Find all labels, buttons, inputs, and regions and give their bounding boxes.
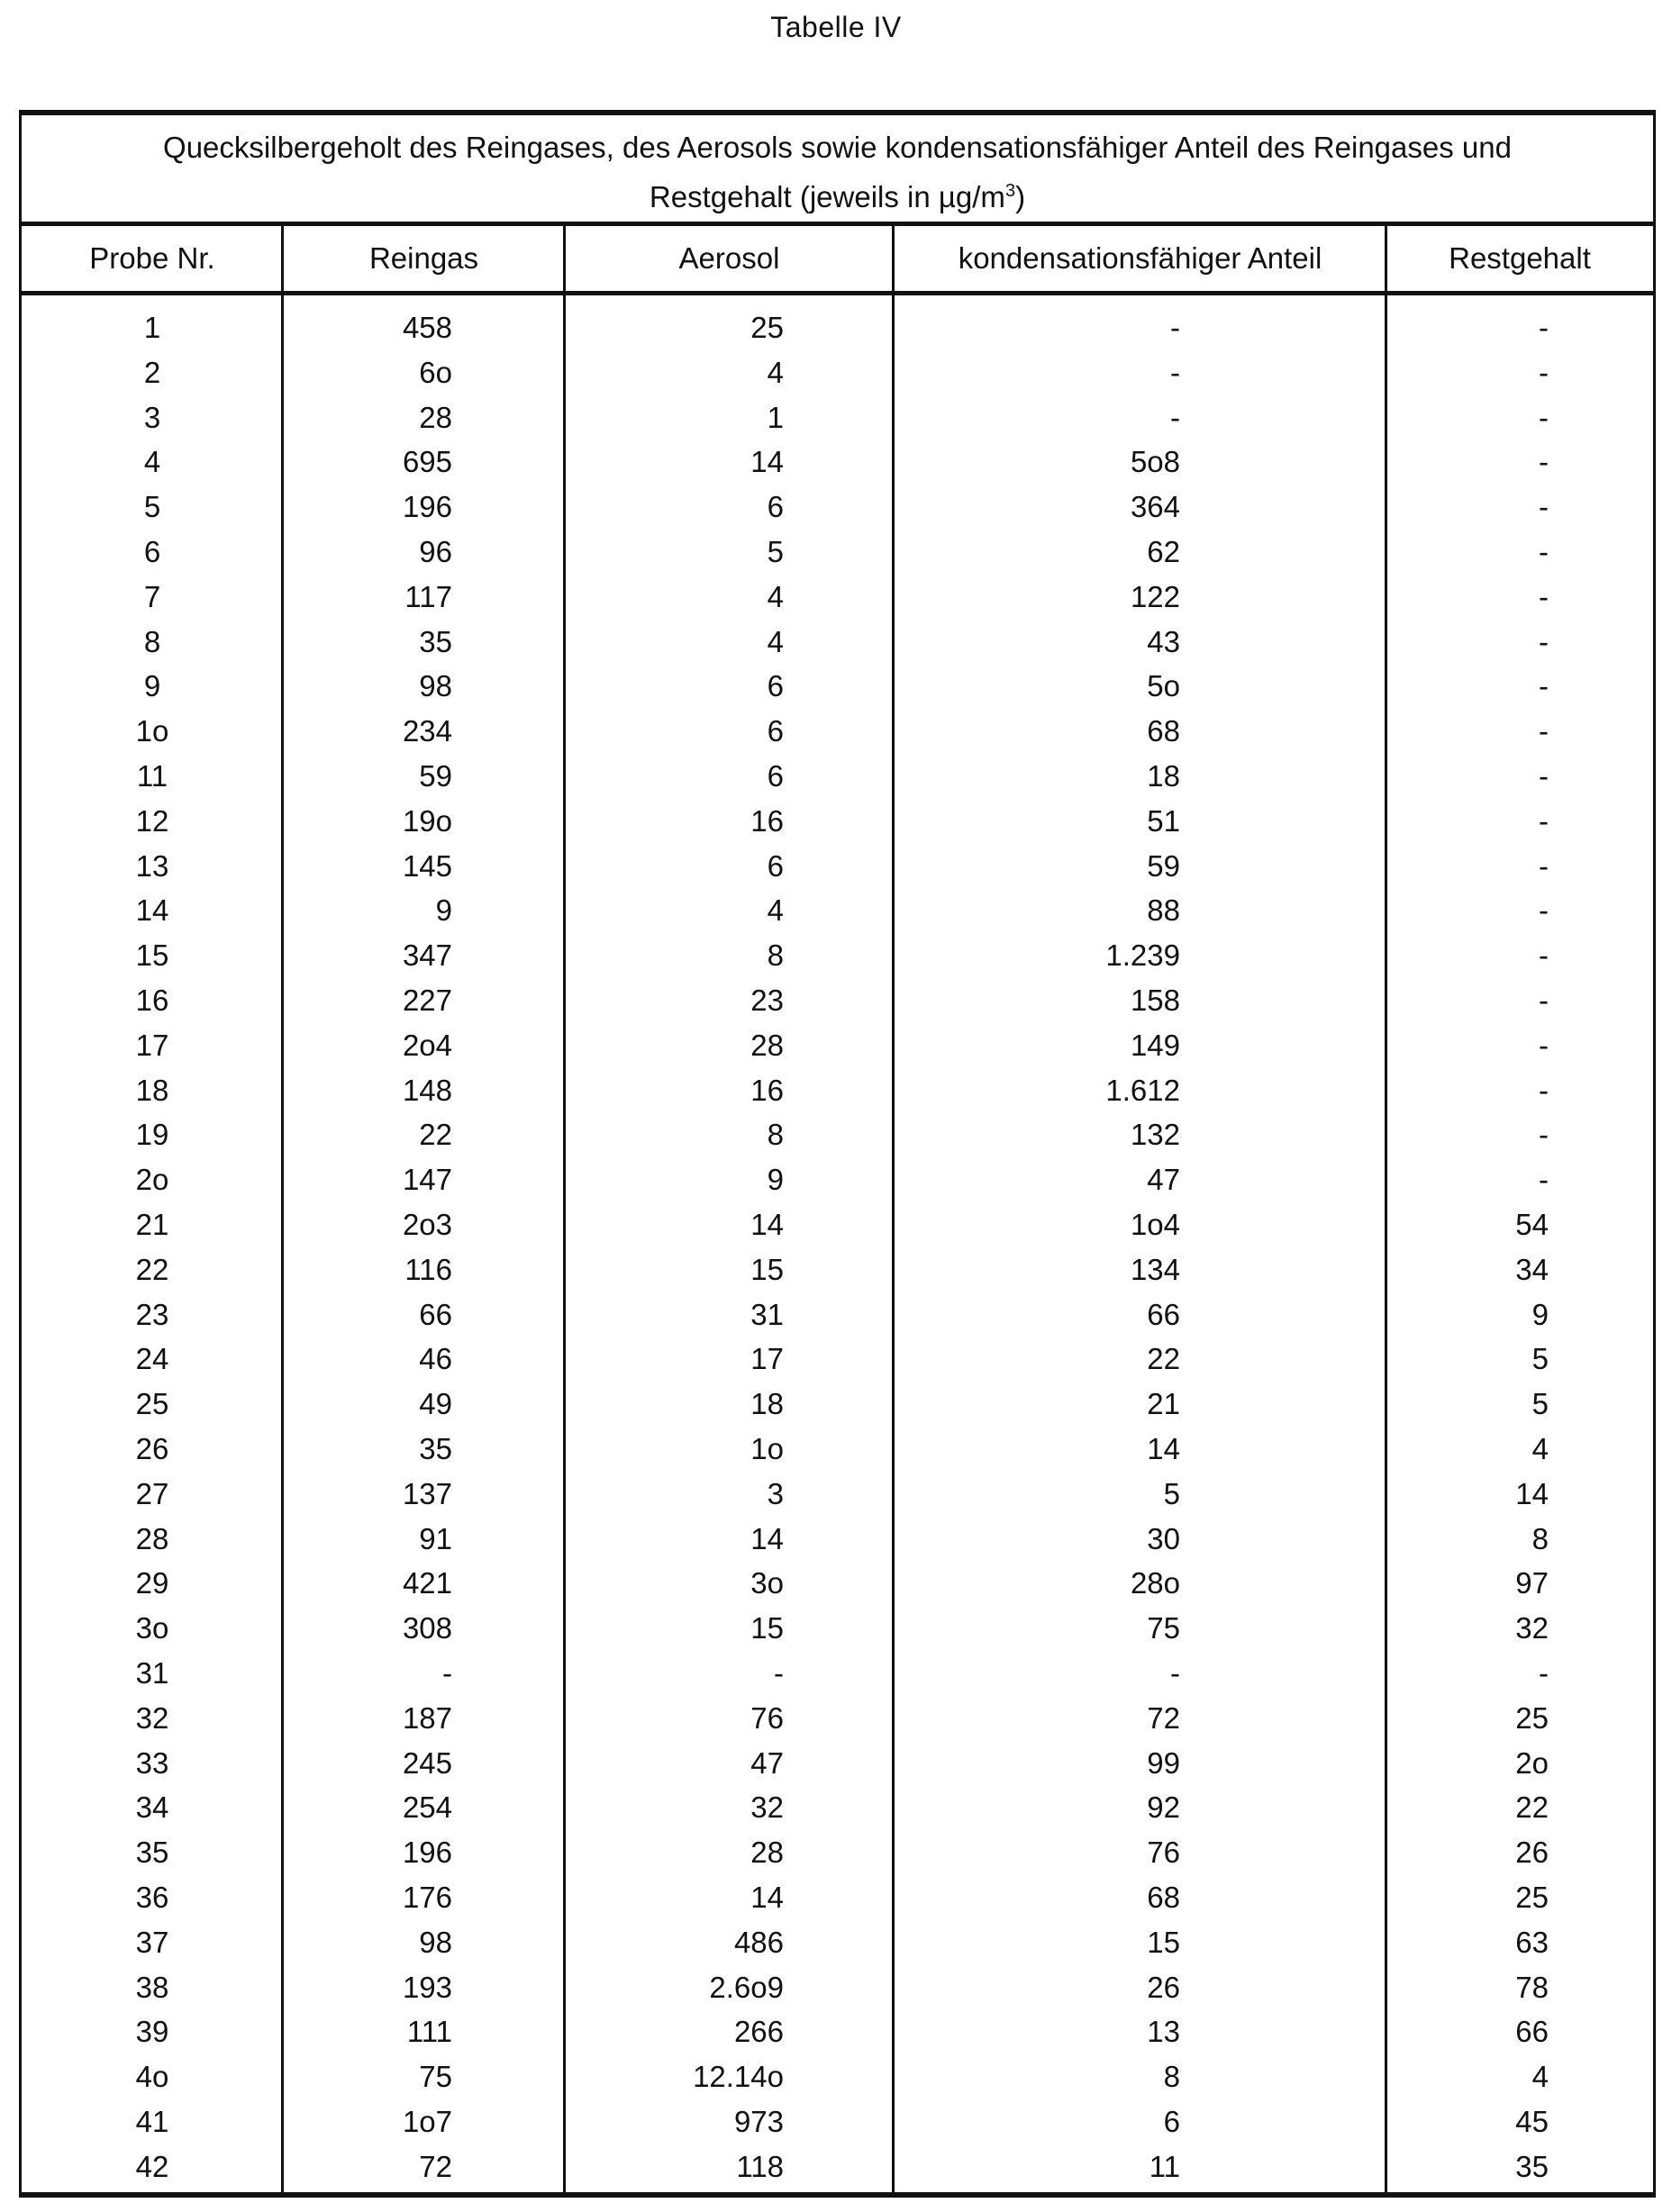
cell-restgehalt: - bbox=[1539, 938, 1549, 973]
table-row bbox=[22, 530, 1653, 575]
cell-reingas: 2o3 bbox=[402, 1208, 452, 1241]
table-row bbox=[22, 1382, 1653, 1427]
cell-reingas: 98 bbox=[419, 669, 452, 703]
cell-kondensation: 59 bbox=[1147, 848, 1180, 883]
cell-kondensation: - bbox=[1170, 1656, 1180, 1690]
cell-reingas: 9 bbox=[435, 893, 452, 928]
cell-aerosol: 14 bbox=[750, 1521, 784, 1555]
cell-kondensation: 13 bbox=[1147, 2015, 1180, 2049]
cell-probe: 42 bbox=[135, 2149, 169, 2183]
cell-restgehalt: 26 bbox=[1515, 1836, 1549, 1870]
cell-probe: 5 bbox=[143, 490, 161, 524]
table-row bbox=[22, 1292, 1653, 1337]
table-row bbox=[22, 1112, 1653, 1157]
cell-reingas: 35 bbox=[419, 624, 452, 658]
cell-restgehalt: - bbox=[1539, 445, 1549, 479]
cell-restgehalt: 97 bbox=[1515, 1566, 1549, 1600]
table-row bbox=[22, 440, 1653, 485]
cell-aerosol: 15 bbox=[750, 1252, 784, 1286]
cell-aerosol: 16 bbox=[750, 1073, 784, 1107]
cell-aerosol: 17 bbox=[750, 1342, 784, 1376]
cell-probe: 19 bbox=[135, 1118, 169, 1152]
cell-restgehalt: - bbox=[1539, 1118, 1549, 1152]
cell-kondensation: 68 bbox=[1147, 1881, 1180, 1914]
table-row bbox=[22, 2009, 1653, 2054]
table-row bbox=[22, 1068, 1653, 1113]
cell-kondensation: 132 bbox=[1130, 1118, 1180, 1152]
cell-restgehalt: - bbox=[1539, 355, 1549, 389]
cell-probe: 6 bbox=[143, 535, 161, 568]
cell-reingas: 137 bbox=[402, 1476, 452, 1510]
cell-restgehalt: 2o bbox=[1515, 1745, 1549, 1780]
cell-kondensation: - bbox=[1170, 400, 1180, 434]
cell-probe: 15 bbox=[135, 938, 169, 973]
cell-kondensation: 5o bbox=[1147, 669, 1180, 703]
cell-aerosol: 6 bbox=[767, 669, 784, 703]
cell-restgehalt: 5 bbox=[1531, 1387, 1549, 1421]
cell-restgehalt: 25 bbox=[1515, 1881, 1549, 1914]
cell-kondensation: 1.612 bbox=[1105, 1073, 1180, 1107]
cell-reingas: 46 bbox=[419, 1342, 452, 1376]
table-row bbox=[22, 664, 1653, 709]
cell-reingas: - bbox=[442, 1656, 452, 1690]
cell-aerosol: 4 bbox=[767, 579, 784, 613]
cell-restgehalt: 34 bbox=[1515, 1252, 1549, 1286]
cell-probe: 2 bbox=[143, 355, 161, 389]
table-row bbox=[22, 1517, 1653, 1562]
cell-kondensation: 364 bbox=[1130, 490, 1180, 524]
cell-reingas: 227 bbox=[402, 984, 452, 1017]
cell-kondensation: 76 bbox=[1147, 1836, 1180, 1870]
cell-probe: 16 bbox=[135, 984, 169, 1017]
cell-restgehalt: - bbox=[1539, 624, 1549, 658]
cell-aerosol: 16 bbox=[750, 803, 784, 838]
column-header-aerosol: Aerosol bbox=[678, 241, 780, 275]
cell-kondensation: 6 bbox=[1163, 2105, 1180, 2138]
table-row bbox=[22, 1247, 1653, 1292]
data-table bbox=[19, 110, 1656, 2198]
table-row bbox=[22, 1472, 1653, 1517]
cell-aerosol: 31 bbox=[750, 1297, 784, 1331]
cell-reingas: 187 bbox=[402, 1700, 452, 1735]
cell-aerosol: 486 bbox=[733, 1925, 784, 1959]
table-row bbox=[22, 754, 1653, 799]
cell-probe: 35 bbox=[135, 1836, 169, 1870]
table-row bbox=[22, 1427, 1653, 1472]
table-row bbox=[22, 1920, 1653, 1965]
cell-restgehalt: - bbox=[1539, 579, 1549, 613]
table-row bbox=[22, 978, 1653, 1023]
cell-probe: 3o bbox=[135, 1611, 169, 1645]
cell-aerosol: 28 bbox=[750, 1836, 784, 1870]
table-row bbox=[22, 709, 1653, 754]
cell-reingas: 245 bbox=[402, 1745, 452, 1780]
cell-kondensation: 88 bbox=[1147, 893, 1180, 928]
cell-aerosol: 6 bbox=[767, 714, 784, 748]
table-row bbox=[22, 485, 1653, 530]
cell-kondensation: 5 bbox=[1163, 1476, 1180, 1510]
cell-probe: 36 bbox=[135, 1881, 169, 1914]
cell-kondensation: 149 bbox=[1130, 1028, 1180, 1062]
cell-aerosol: 4 bbox=[767, 893, 784, 928]
cell-kondensation: 1o4 bbox=[1130, 1208, 1180, 1241]
cell-restgehalt: - bbox=[1539, 400, 1549, 434]
cell-restgehalt: - bbox=[1539, 1028, 1549, 1062]
cell-reingas: 91 bbox=[419, 1521, 452, 1555]
cell-aerosol: - bbox=[774, 1656, 784, 1690]
cell-reingas: 6o bbox=[419, 355, 452, 389]
cell-restgehalt: 9 bbox=[1531, 1297, 1549, 1331]
cell-reingas: 2o4 bbox=[402, 1028, 452, 1062]
cell-aerosol: 3o bbox=[750, 1566, 784, 1600]
cell-aerosol: 118 bbox=[736, 2149, 784, 2183]
cell-aerosol: 5 bbox=[767, 535, 784, 568]
cell-restgehalt: 63 bbox=[1515, 1925, 1549, 1959]
cell-kondensation: 18 bbox=[1147, 759, 1180, 793]
table-row bbox=[22, 1157, 1653, 1202]
cell-kondensation: 99 bbox=[1147, 1745, 1180, 1780]
table-caption bbox=[22, 115, 1653, 226]
cell-probe: 23 bbox=[135, 1297, 169, 1331]
cell-restgehalt: - bbox=[1539, 311, 1549, 344]
table-row bbox=[22, 1202, 1653, 1247]
table-row bbox=[22, 1337, 1653, 1382]
table-row bbox=[22, 2099, 1653, 2144]
table-row bbox=[22, 1741, 1653, 1786]
cell-restgehalt: - bbox=[1539, 984, 1549, 1017]
caption-superscript: 3 bbox=[1004, 181, 1016, 201]
cell-aerosol: 266 bbox=[733, 2015, 784, 2049]
cell-kondensation: - bbox=[1170, 355, 1180, 389]
cell-aerosol: 6 bbox=[767, 490, 784, 524]
table-row bbox=[22, 1651, 1653, 1696]
cell-probe: 29 bbox=[135, 1566, 169, 1600]
cell-reingas: 66 bbox=[419, 1297, 452, 1331]
cell-kondensation: 122 bbox=[1130, 579, 1180, 613]
table-row bbox=[22, 1875, 1653, 1920]
caption-line-1: Quecksilbergeholt des Reingases, des Aerosols sowie kondensationsfähiger Anteil des Reingases und bbox=[163, 131, 1512, 164]
cell-kondensation: 1.239 bbox=[1105, 938, 1180, 973]
cell-probe: 11 bbox=[136, 759, 168, 793]
cell-restgehalt: 14 bbox=[1515, 1476, 1549, 1510]
cell-reingas: 695 bbox=[402, 445, 452, 479]
cell-probe: 17 bbox=[135, 1028, 169, 1062]
table-row bbox=[22, 1561, 1653, 1606]
cell-reingas: 28 bbox=[419, 400, 452, 434]
cell-reingas: 98 bbox=[419, 1925, 452, 1959]
cell-probe: 4o bbox=[135, 2060, 169, 2094]
cell-probe: 7 bbox=[143, 579, 161, 613]
cell-restgehalt: 78 bbox=[1515, 1970, 1549, 2004]
cell-aerosol: 15 bbox=[750, 1611, 784, 1645]
cell-reingas: 1o7 bbox=[402, 2105, 452, 2138]
cell-restgehalt: - bbox=[1539, 1656, 1549, 1690]
cell-probe: 2o bbox=[135, 1163, 169, 1197]
cell-restgehalt: 66 bbox=[1515, 2015, 1549, 2049]
cell-kondensation: 22 bbox=[1147, 1342, 1180, 1376]
cell-aerosol: 14 bbox=[750, 445, 784, 479]
column-header-kondensation: kondensationsfähiger Anteil bbox=[958, 241, 1322, 275]
cell-kondensation: 68 bbox=[1147, 714, 1180, 748]
cell-probe: 18 bbox=[135, 1073, 169, 1107]
cell-probe: 26 bbox=[135, 1432, 169, 1465]
cell-probe: 9 bbox=[143, 669, 161, 703]
cell-reingas: 75 bbox=[419, 2060, 452, 2094]
cell-probe: 41 bbox=[135, 2105, 169, 2138]
cell-kondensation: 134 bbox=[1130, 1252, 1180, 1286]
cell-aerosol: 4 bbox=[767, 355, 784, 389]
cell-kondensation: 62 bbox=[1147, 535, 1180, 568]
cell-probe: 24 bbox=[135, 1342, 169, 1376]
cell-probe: 28 bbox=[135, 1521, 169, 1555]
cell-probe: 1 bbox=[143, 311, 161, 344]
cell-aerosol: 76 bbox=[750, 1700, 784, 1735]
table-row bbox=[22, 2054, 1653, 2099]
cell-probe: 33 bbox=[135, 1745, 169, 1780]
cell-kondensation: 43 bbox=[1147, 624, 1180, 658]
cell-reingas: 35 bbox=[419, 1432, 452, 1465]
cell-reingas: 148 bbox=[402, 1073, 452, 1107]
cell-aerosol: 8 bbox=[767, 1118, 784, 1152]
cell-reingas: 193 bbox=[402, 1970, 452, 2004]
cell-probe: 1o bbox=[135, 714, 169, 748]
cell-probe: 22 bbox=[135, 1252, 169, 1286]
cell-kondensation: 15 bbox=[1147, 1925, 1180, 1959]
cell-aerosol: 973 bbox=[733, 2105, 784, 2138]
cell-reingas: 347 bbox=[402, 938, 452, 973]
cell-aerosol: 18 bbox=[750, 1387, 784, 1421]
table-row bbox=[22, 395, 1653, 440]
cell-aerosol: 14 bbox=[750, 1208, 784, 1241]
cell-aerosol: 6 bbox=[767, 848, 784, 883]
cell-reingas: 308 bbox=[402, 1611, 452, 1645]
table-row bbox=[22, 844, 1653, 889]
cell-reingas: 147 bbox=[402, 1163, 452, 1197]
cell-kondensation: 5o8 bbox=[1130, 445, 1180, 479]
cell-restgehalt: - bbox=[1539, 759, 1549, 793]
cell-probe: 13 bbox=[135, 848, 169, 883]
cell-restgehalt: 54 bbox=[1515, 1208, 1549, 1241]
cell-kondensation: 14 bbox=[1147, 1432, 1180, 1465]
cell-reingas: 59 bbox=[419, 759, 452, 793]
cell-reingas: 96 bbox=[419, 535, 452, 568]
cell-aerosol: 25 bbox=[750, 311, 784, 344]
cell-kondensation: 28o bbox=[1130, 1566, 1180, 1600]
cell-aerosol: 1 bbox=[767, 400, 784, 434]
column-header-reingas: Reingas bbox=[368, 241, 479, 275]
cell-kondensation: 158 bbox=[1130, 984, 1180, 1017]
cell-reingas: 458 bbox=[402, 311, 452, 344]
cell-probe: 25 bbox=[135, 1387, 169, 1421]
cell-aerosol: 6 bbox=[767, 759, 784, 793]
cell-restgehalt: - bbox=[1539, 803, 1549, 838]
table-row bbox=[22, 575, 1653, 620]
cell-kondensation: 8 bbox=[1163, 2060, 1180, 2094]
cell-probe: 27 bbox=[135, 1476, 169, 1510]
cell-kondensation: 47 bbox=[1147, 1163, 1180, 1197]
table-row bbox=[22, 888, 1653, 933]
cell-aerosol: 12.14o bbox=[693, 2060, 784, 2094]
cell-restgehalt: 45 bbox=[1515, 2105, 1549, 2138]
table-row bbox=[22, 1785, 1653, 1830]
cell-probe: 12 bbox=[135, 803, 169, 838]
cell-probe: 34 bbox=[135, 1790, 169, 1825]
cell-reingas: 176 bbox=[402, 1881, 452, 1914]
cell-reingas: 22 bbox=[419, 1118, 452, 1152]
table-row bbox=[22, 305, 1653, 350]
cell-reingas: 145 bbox=[402, 848, 452, 883]
cell-restgehalt: 35 bbox=[1515, 2149, 1549, 2183]
cell-kondensation: 51 bbox=[1147, 803, 1180, 838]
cell-reingas: 116 bbox=[404, 1252, 452, 1286]
cell-restgehalt: - bbox=[1539, 669, 1549, 703]
table-row bbox=[22, 1696, 1653, 1741]
cell-kondensation: 11 bbox=[1149, 2149, 1180, 2183]
cell-probe: 3 bbox=[143, 400, 161, 434]
cell-aerosol: 3 bbox=[767, 1476, 784, 1510]
cell-restgehalt: 8 bbox=[1531, 1521, 1549, 1555]
column-header-probe: Probe Nr. bbox=[89, 241, 215, 275]
cell-probe: 21 bbox=[135, 1208, 169, 1241]
cell-aerosol: 2.6o9 bbox=[709, 1970, 784, 2004]
cell-aerosol: 14 bbox=[750, 1881, 784, 1914]
cell-reingas: 196 bbox=[402, 490, 452, 524]
cell-kondensation: 75 bbox=[1147, 1611, 1180, 1645]
cell-probe: 8 bbox=[143, 624, 161, 658]
cell-kondensation: 72 bbox=[1147, 1700, 1180, 1735]
cell-aerosol: 9 bbox=[767, 1163, 784, 1197]
caption-line-2-text: Restgehalt (jeweils in µg/m bbox=[649, 180, 1005, 213]
cell-restgehalt: - bbox=[1539, 1073, 1549, 1107]
cell-aerosol: 28 bbox=[750, 1028, 784, 1062]
column-header-restgehalt: Restgehalt bbox=[1449, 241, 1591, 275]
cell-reingas: 254 bbox=[402, 1790, 452, 1825]
table-row bbox=[22, 620, 1653, 665]
cell-reingas: 196 bbox=[402, 1836, 452, 1870]
cell-probe: 4 bbox=[143, 445, 161, 479]
cell-aerosol: 8 bbox=[767, 938, 784, 973]
cell-restgehalt: 4 bbox=[1531, 1432, 1549, 1465]
cell-restgehalt: - bbox=[1539, 848, 1549, 883]
cell-kondensation: 92 bbox=[1147, 1790, 1180, 1825]
cell-restgehalt: 5 bbox=[1531, 1342, 1549, 1376]
cell-kondensation: 66 bbox=[1147, 1297, 1180, 1331]
cell-restgehalt: - bbox=[1539, 490, 1549, 524]
cell-reingas: 72 bbox=[419, 2149, 452, 2183]
caption-line-2 bbox=[22, 172, 1653, 222]
cell-reingas: 117 bbox=[404, 579, 452, 613]
cell-aerosol: 32 bbox=[750, 1790, 784, 1825]
cell-reingas: 19o bbox=[402, 803, 452, 838]
cell-probe: 32 bbox=[135, 1700, 169, 1735]
cell-restgehalt: - bbox=[1539, 1163, 1549, 1197]
cell-restgehalt: - bbox=[1539, 535, 1549, 568]
table-row bbox=[22, 1830, 1653, 1875]
cell-reingas: 49 bbox=[419, 1387, 452, 1421]
table-title: Tabelle IV bbox=[770, 11, 902, 43]
cell-restgehalt: 4 bbox=[1531, 2060, 1549, 2094]
table-row bbox=[22, 933, 1653, 978]
cell-restgehalt: - bbox=[1539, 714, 1549, 748]
cell-probe: 37 bbox=[135, 1925, 169, 1959]
cell-aerosol: 1o bbox=[750, 1432, 784, 1465]
table-row bbox=[22, 799, 1653, 844]
table-row bbox=[22, 1023, 1653, 1068]
cell-probe: 39 bbox=[135, 2015, 169, 2049]
cell-kondensation: 26 bbox=[1147, 1970, 1180, 2004]
caption-line-2-end: ) bbox=[1015, 180, 1026, 213]
cell-reingas: 234 bbox=[402, 714, 452, 748]
cell-aerosol: 4 bbox=[767, 624, 784, 658]
cell-kondensation: - bbox=[1170, 311, 1180, 344]
table-row bbox=[22, 1965, 1653, 2010]
cell-restgehalt: 25 bbox=[1515, 1700, 1549, 1735]
cell-kondensation: 21 bbox=[1147, 1387, 1180, 1421]
cell-probe: 31 bbox=[135, 1656, 169, 1690]
cell-aerosol: 23 bbox=[750, 984, 784, 1017]
cell-reingas: 421 bbox=[402, 1566, 452, 1600]
cell-restgehalt: 22 bbox=[1515, 1790, 1549, 1825]
cell-kondensation: 30 bbox=[1147, 1521, 1180, 1555]
cell-probe: 14 bbox=[135, 893, 169, 928]
table-row bbox=[22, 350, 1653, 395]
table-row bbox=[22, 2144, 1653, 2189]
column-header-row bbox=[22, 226, 1653, 295]
table-row bbox=[22, 1606, 1653, 1651]
cell-probe: 38 bbox=[135, 1970, 169, 2004]
cell-reingas: 111 bbox=[406, 2015, 452, 2049]
cell-restgehalt: 32 bbox=[1515, 1611, 1549, 1645]
cell-restgehalt: - bbox=[1539, 893, 1549, 928]
cell-aerosol: 47 bbox=[750, 1745, 784, 1780]
